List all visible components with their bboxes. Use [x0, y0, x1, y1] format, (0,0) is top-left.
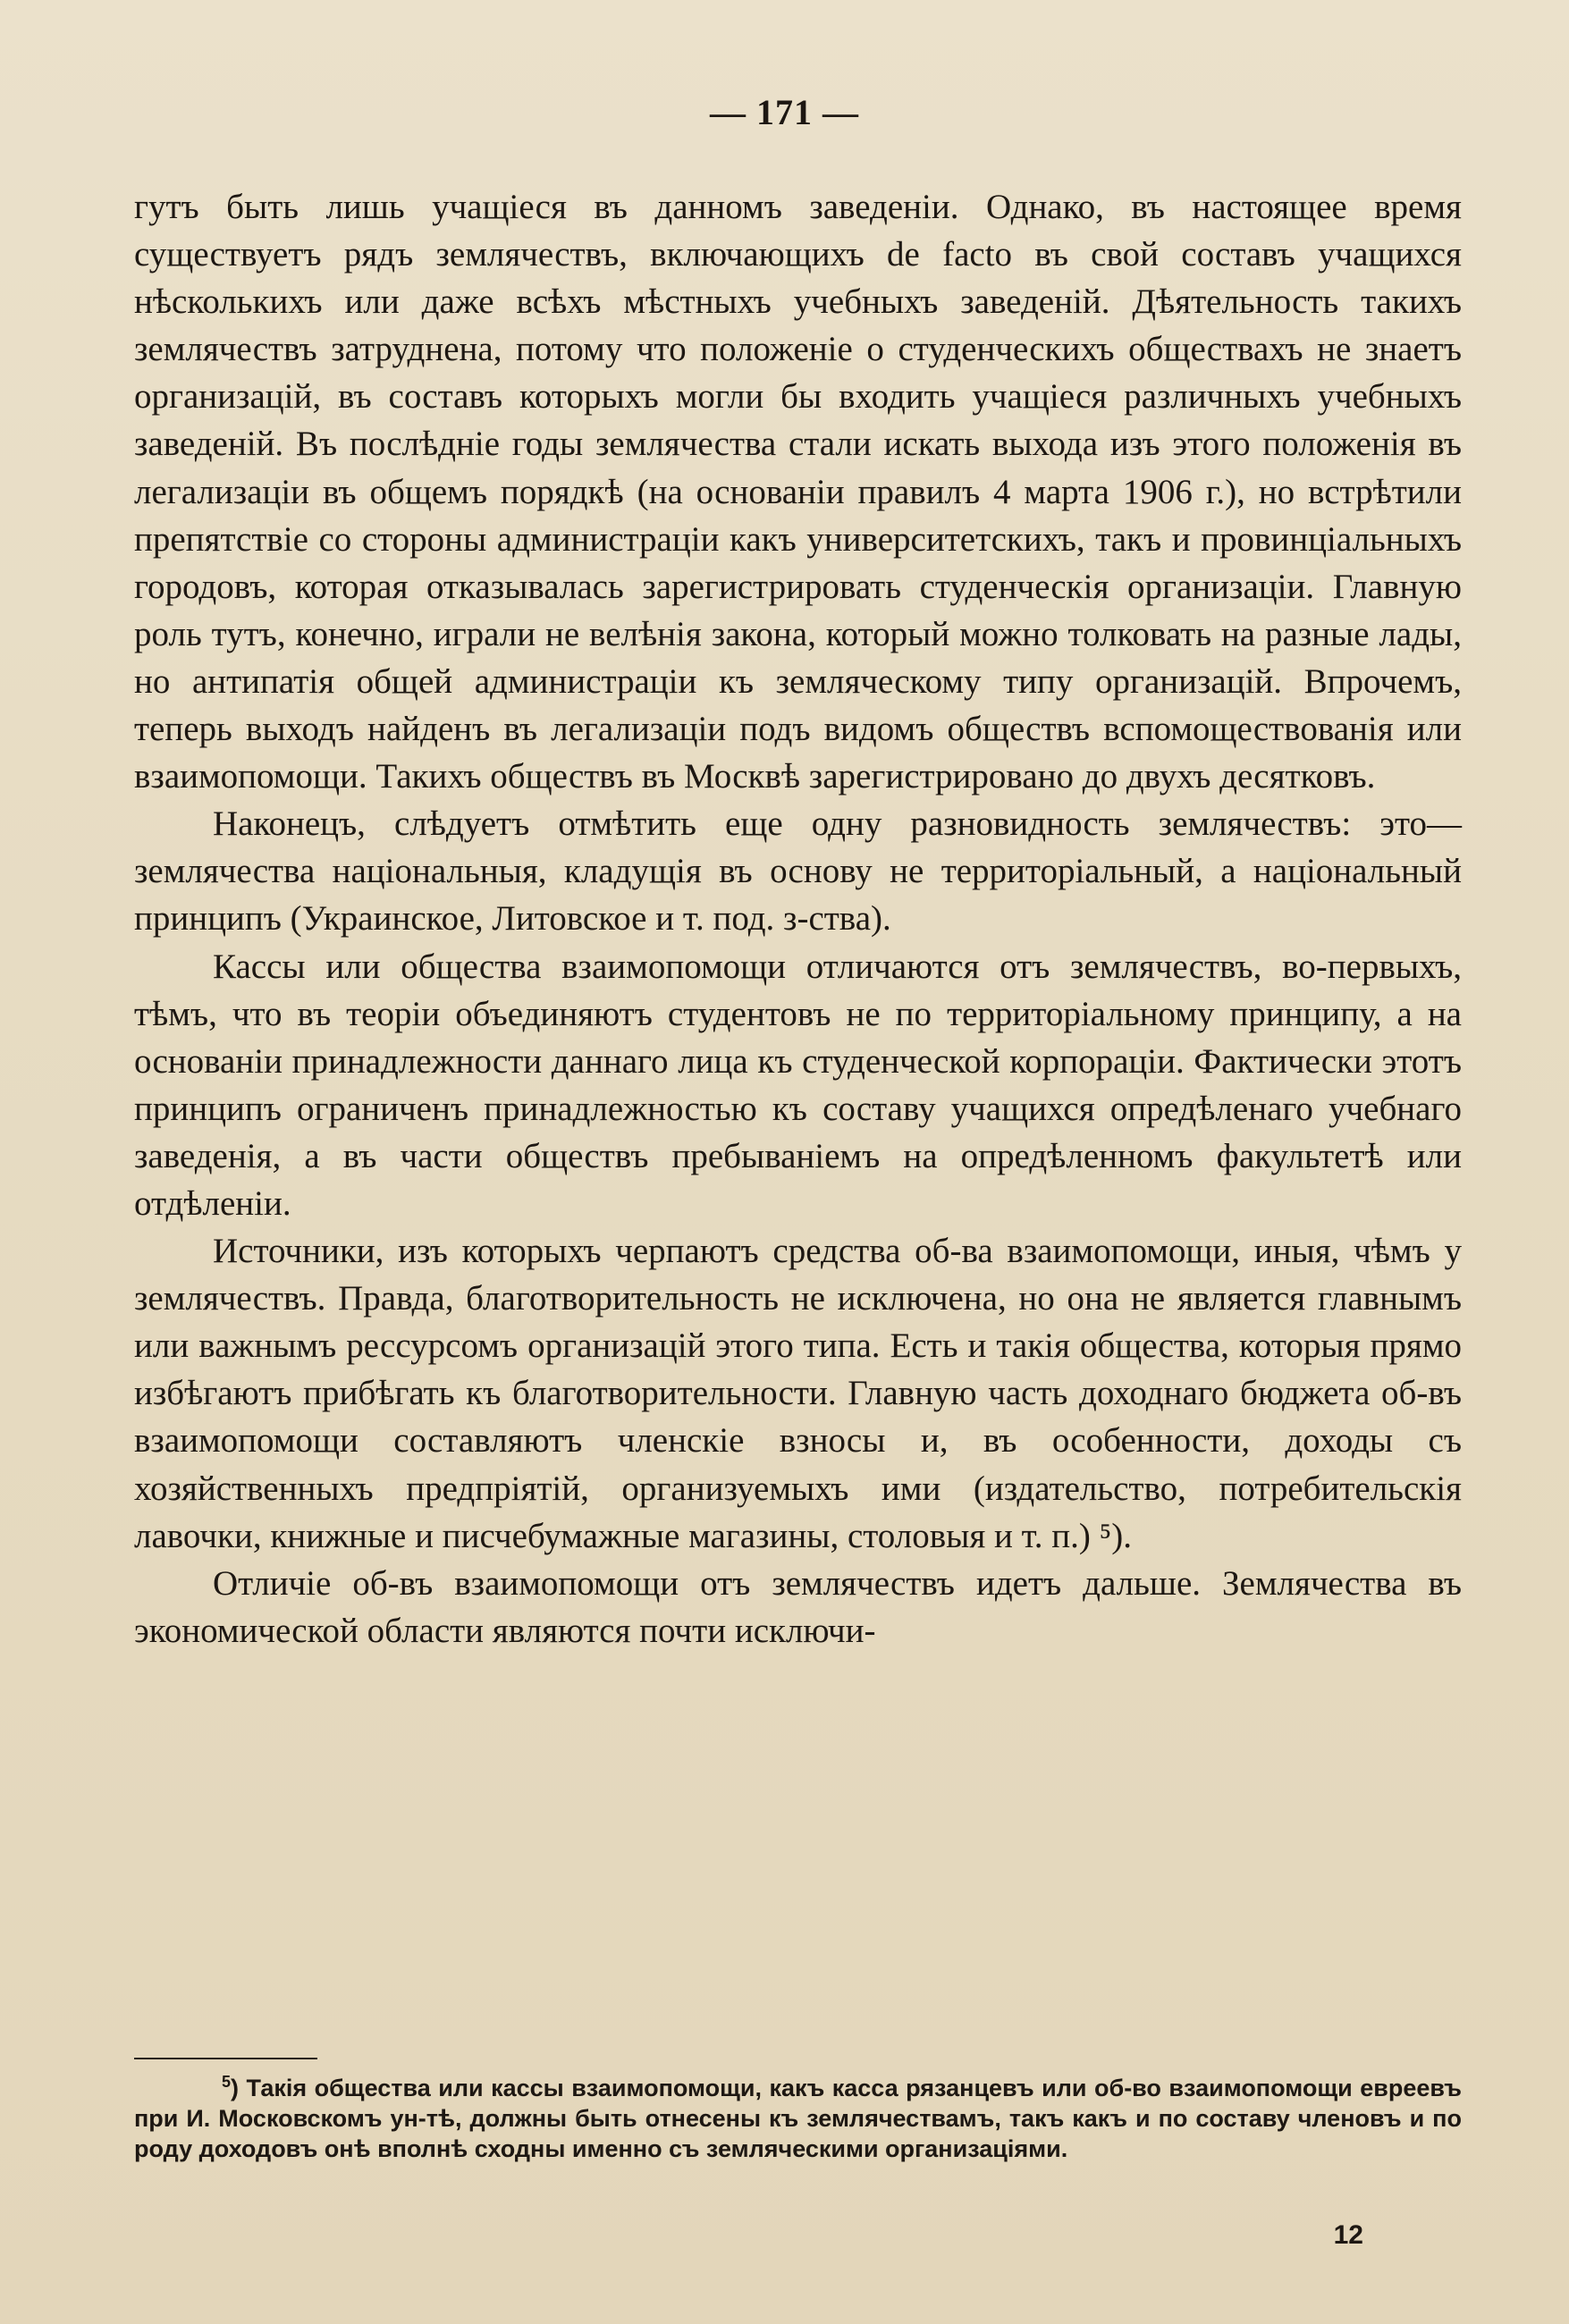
page-number: — 171 — [710, 92, 859, 132]
main-text [134, 183, 1462, 1655]
footnote-text: ) Такія общества или кассы взаимопомощи, какъ касса рязанцевъ или об-во взаимопомощи евреевъ при И. Московскомъ ун-тѣ, должны быть отнесены къ землячествамъ, такъ какъ и по составу членовъ и по роду доходовъ онѣ вполнѣ сходны именно съ земляческими организаціями. [134, 2075, 1462, 2162]
paragraph-1: гутъ быть лишь учащіеся въ данномъ заведеніи. Однако, въ настоящее время существуетъ рядъ землячествъ, включающихъ de facto въ свой составъ учащихся нѣсколькихъ или даже всѣхъ мѣстныхъ учебныхъ заведеній. Дѣятельность такихъ землячествъ затруднена, потому что положеніе о студенческихъ обществахъ не знаетъ организацій, въ составъ которыхъ могли бы входить учащіеся различныхъ учебныхъ заведеній. Въ послѣдніе годы землячества стали искать выхода изъ этого положенія въ легализаціи въ общемъ порядкѣ (на основаніи правилъ 4 марта 1906 г.), но встрѣтили препятствіе со стороны администраціи какъ университетскихъ, такъ и провинціальныхъ городовъ, которая отказывалась зарегистрировать студенческія организаціи. Главную роль тутъ, конечно, играли не велѣнія закона, который можно толковать на разные лады, но антипатія общей администраціи къ земляческому типу организацій. Впрочемъ, теперь выходъ найденъ въ легализаціи подъ видомъ обществъ вспомоществованія или взаимопомощи. Такихъ обществъ въ Москвѣ зарегистрировано до двухъ десятковъ. [134, 188, 1462, 796]
footnote-marker: 5 [222, 2073, 232, 2091]
signature-mark: 12 [1333, 2220, 1363, 2250]
paragraph-2: Наконецъ, слѣдуетъ отмѣтить еще одну разновидность землячествъ: это—землячества національныя, кладущія въ основу не территоріальный, а національный принципъ (Украинское, Литовское и т. под. з-ства). [134, 804, 1462, 939]
footnote [134, 2067, 1462, 2164]
footnote-divider [134, 2058, 317, 2059]
paragraph-3: Кассы или общества взаимопомощи отличаются отъ землячествъ, во-первыхъ, тѣмъ, что въ теоріи объединяютъ студентовъ не по территоріальному принципу, а на основаніи принадлежности даннаго лица къ студенческой корпораціи. Фактически этотъ принципъ ограниченъ принадлежностью къ составу учащихся опредѣленаго учебнаго заведенія, а въ части обществъ пребываніемъ на опредѣленномъ факультетѣ или отдѣленіи. [134, 947, 1462, 1223]
paragraph-5: Отличіе об-въ взаимопомощи отъ землячествъ идетъ дальше. Землячества въ экономической области являются почти исключи- [134, 1563, 1462, 1650]
paragraph-4: Источники, изъ которыхъ черпаютъ средства об-ва взаимопомощи, иныя, чѣмъ у землячествъ. Правда, благотворительность не исключена, но она не является главнымъ или важнымъ рессурсомъ организацій этого типа. Есть и такія общества, которыя прямо избѣгаютъ прибѣгать къ благотворительности. Главную часть доходнаго бюджета об-въ взаимопомощи составляютъ членскіе взносы и, въ особенности, доходы съ хозяйственныхъ предпріятій, организуемыхъ ими (издательство, потребительскія лавочки, книжные и писчебумажные магазины, столовыя и т. п.) ⁵). [134, 1232, 1462, 1555]
